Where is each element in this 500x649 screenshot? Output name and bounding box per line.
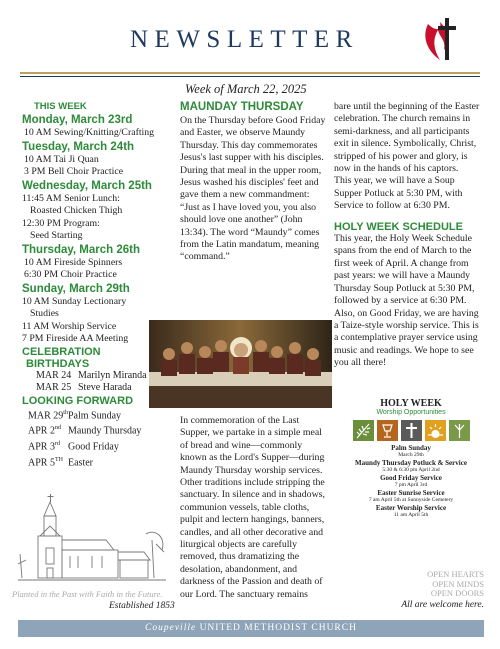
flyer-event-name: Easter Worship Service [375, 504, 447, 512]
flyer-event-date: 7 pm April 3rd [394, 482, 428, 488]
palm-frond-icon [353, 420, 374, 441]
navy-divider [20, 76, 480, 77]
event-item: Seed Starting [30, 230, 83, 241]
flyer-event-date: 5:30 & 6:30 pm April 2nd [382, 467, 440, 473]
birthday-item: MAR 25 Steve Harada [36, 382, 132, 393]
upcoming-item: MAR 29thPalm Sunday [28, 409, 122, 421]
left-column [22, 101, 172, 470]
maundy-paragraph-4: This year, we will have a Soup Supper Potluck at 5:30 PM, with Service to follow at 6:30 PM. [334, 175, 463, 212]
last-supper-painting [149, 320, 332, 408]
footer-church-name: UNITED METHODIST CHURCH [199, 623, 357, 633]
gold-divider [20, 72, 480, 74]
event-item: 6:30 PM Choir Practice [24, 269, 117, 280]
lily-icon [449, 420, 470, 441]
flyer-title: HOLY WEEK [380, 398, 442, 409]
event-item: 7 PM Fireside AA Meeting [22, 333, 129, 344]
masthead [0, 0, 500, 80]
church-sketch [16, 494, 170, 584]
flyer-event-date: 11 am April 5th [393, 512, 429, 518]
birthdays-heading: BIRTHDAYS [26, 357, 90, 370]
looking-forward-heading: LOOKING FORWARD [22, 394, 134, 407]
upcoming-item: APR 5TH Easter [28, 456, 93, 469]
event-item: 3 PM Bell Choir Practice [24, 166, 124, 177]
event-item: Studies [30, 308, 59, 319]
upcoming-item: APR 2nd Maundy Thursday [28, 425, 142, 437]
cross-icon [401, 420, 422, 441]
event-item: 12:30 PM Program: [22, 217, 100, 229]
maundy-heading: MAUNDAY THURSDAY [180, 101, 304, 113]
event-item: 10 AM Sewing/Knitting/Crafting [24, 127, 155, 138]
upcoming-item: APR 3rd Good Friday [28, 441, 119, 453]
maundy-paragraph-2: In commemoration of the Last Supper, we partake in a simple meal of bread and wine—commonly known as the Lord's Supper—during Maundy Thursday worship services. Other traditions include stripping the sanctuary. In silence and in shadows, communion vessels, table cloths, pulpit and lectern hangings, banners, candles, and all other decorative and liturgical objects are carefully removed, thus dramatizing the desolation, abandonment, and darkness of the Passion and death of our Lord. The sanctuary remains [180, 415, 325, 600]
flyer-event-name: Palm Sunday [391, 444, 431, 452]
celebration-heading: CELEBRATION [22, 345, 101, 358]
holy-week-icons [340, 420, 482, 441]
day-heading: Tuesday, March 24th [22, 140, 135, 153]
right-column [334, 101, 482, 370]
holy-week-heading: HOLY WEEK SCHEDULE [334, 220, 463, 233]
maundy-paragraph-1: On the Thursday before Good Friday and Easter, we observe Maundy Thursday. This day commemorates Jesus's last supper with his disciples. During that meal in the upper room, Jesus washed his disciples' feet and gave them a new commandment: “Just as I have loved you, you also should love one another” (John 13:34). The word “Maundy” comes from the Latin mandatum, meaning “command.” [180, 115, 326, 263]
flyer-event-date: 7 am April 5th at Sunnyside Cemetery [368, 497, 454, 503]
flyer-subtitle: Worship Opportunities [376, 409, 446, 416]
established-year: Established 1853 [109, 601, 175, 611]
day-heading: Wednesday, March 25th [22, 179, 152, 192]
week-of-date: Week of March 22, 2025 [185, 82, 307, 96]
flyer-event-name: Maundy Thursday Potluck & Service [355, 459, 467, 467]
maundy-paragraph-3: bare until the beginning of the Easter celebration. The church remains in semi-darkness, and all participants exit in silence. Symbolically, Christ, stripped of his power and glory, is now in the hands of his captors. [334, 101, 480, 175]
church-motto: Planted in the Past with Faith in the Future. [12, 589, 163, 599]
welcome-line: All are welcome here. [401, 600, 484, 610]
birthday-item: MAR 24 Marilyn Miranda [36, 369, 147, 381]
this-week-label: THIS WEEK [34, 101, 87, 112]
event-item: Roasted Chicken Thigh [30, 205, 123, 216]
flyer-event-date: March 29th [398, 452, 424, 458]
event-item: 11 AM Worship Service [22, 320, 117, 332]
open-hearts-tagline: OPEN HEARTS OPEN MINDS OPEN DOORS [427, 569, 484, 598]
event-item: 10 AM Fireside Spinners [24, 256, 123, 268]
event-item: 10 AM Tai Ji Quan [24, 153, 99, 165]
sunrise-icon [425, 420, 446, 441]
flyer-event-name: Good Friday Service [380, 474, 442, 482]
footer-town: Coupeville [145, 623, 197, 633]
flyer-event-name: Easter Sunrise Service [377, 489, 445, 497]
holy-week-flyer [340, 398, 482, 519]
day-heading: Sunday, March 29th [22, 282, 130, 295]
day-heading: Monday, March 23rd [22, 114, 133, 126]
event-item: 10 AM Sunday Lectionary [22, 295, 127, 307]
chalice-icon [377, 420, 398, 441]
day-heading: Thursday, March 26th [22, 243, 141, 256]
cross-and-flame-logo [418, 16, 462, 62]
maundy-thursday-article [180, 101, 328, 264]
event-item: 11:45 AM Senior Lunch: [22, 192, 120, 204]
newsletter-title: NEWSLETTER [130, 26, 359, 53]
footer-banner [18, 620, 484, 637]
holy-week-paragraph: This year, the Holy Week Schedule spans from the end of March to the first week of April. A change from past years: we will have a Maundy Thursday Soup Potluck at 5:30 PM, followed by a service at 6:30 PM. Also, on Good Friday, we are having a Taize-style worship service. This is a contemplative prayer service using music and readings. We hope to see you all there! [334, 233, 479, 369]
